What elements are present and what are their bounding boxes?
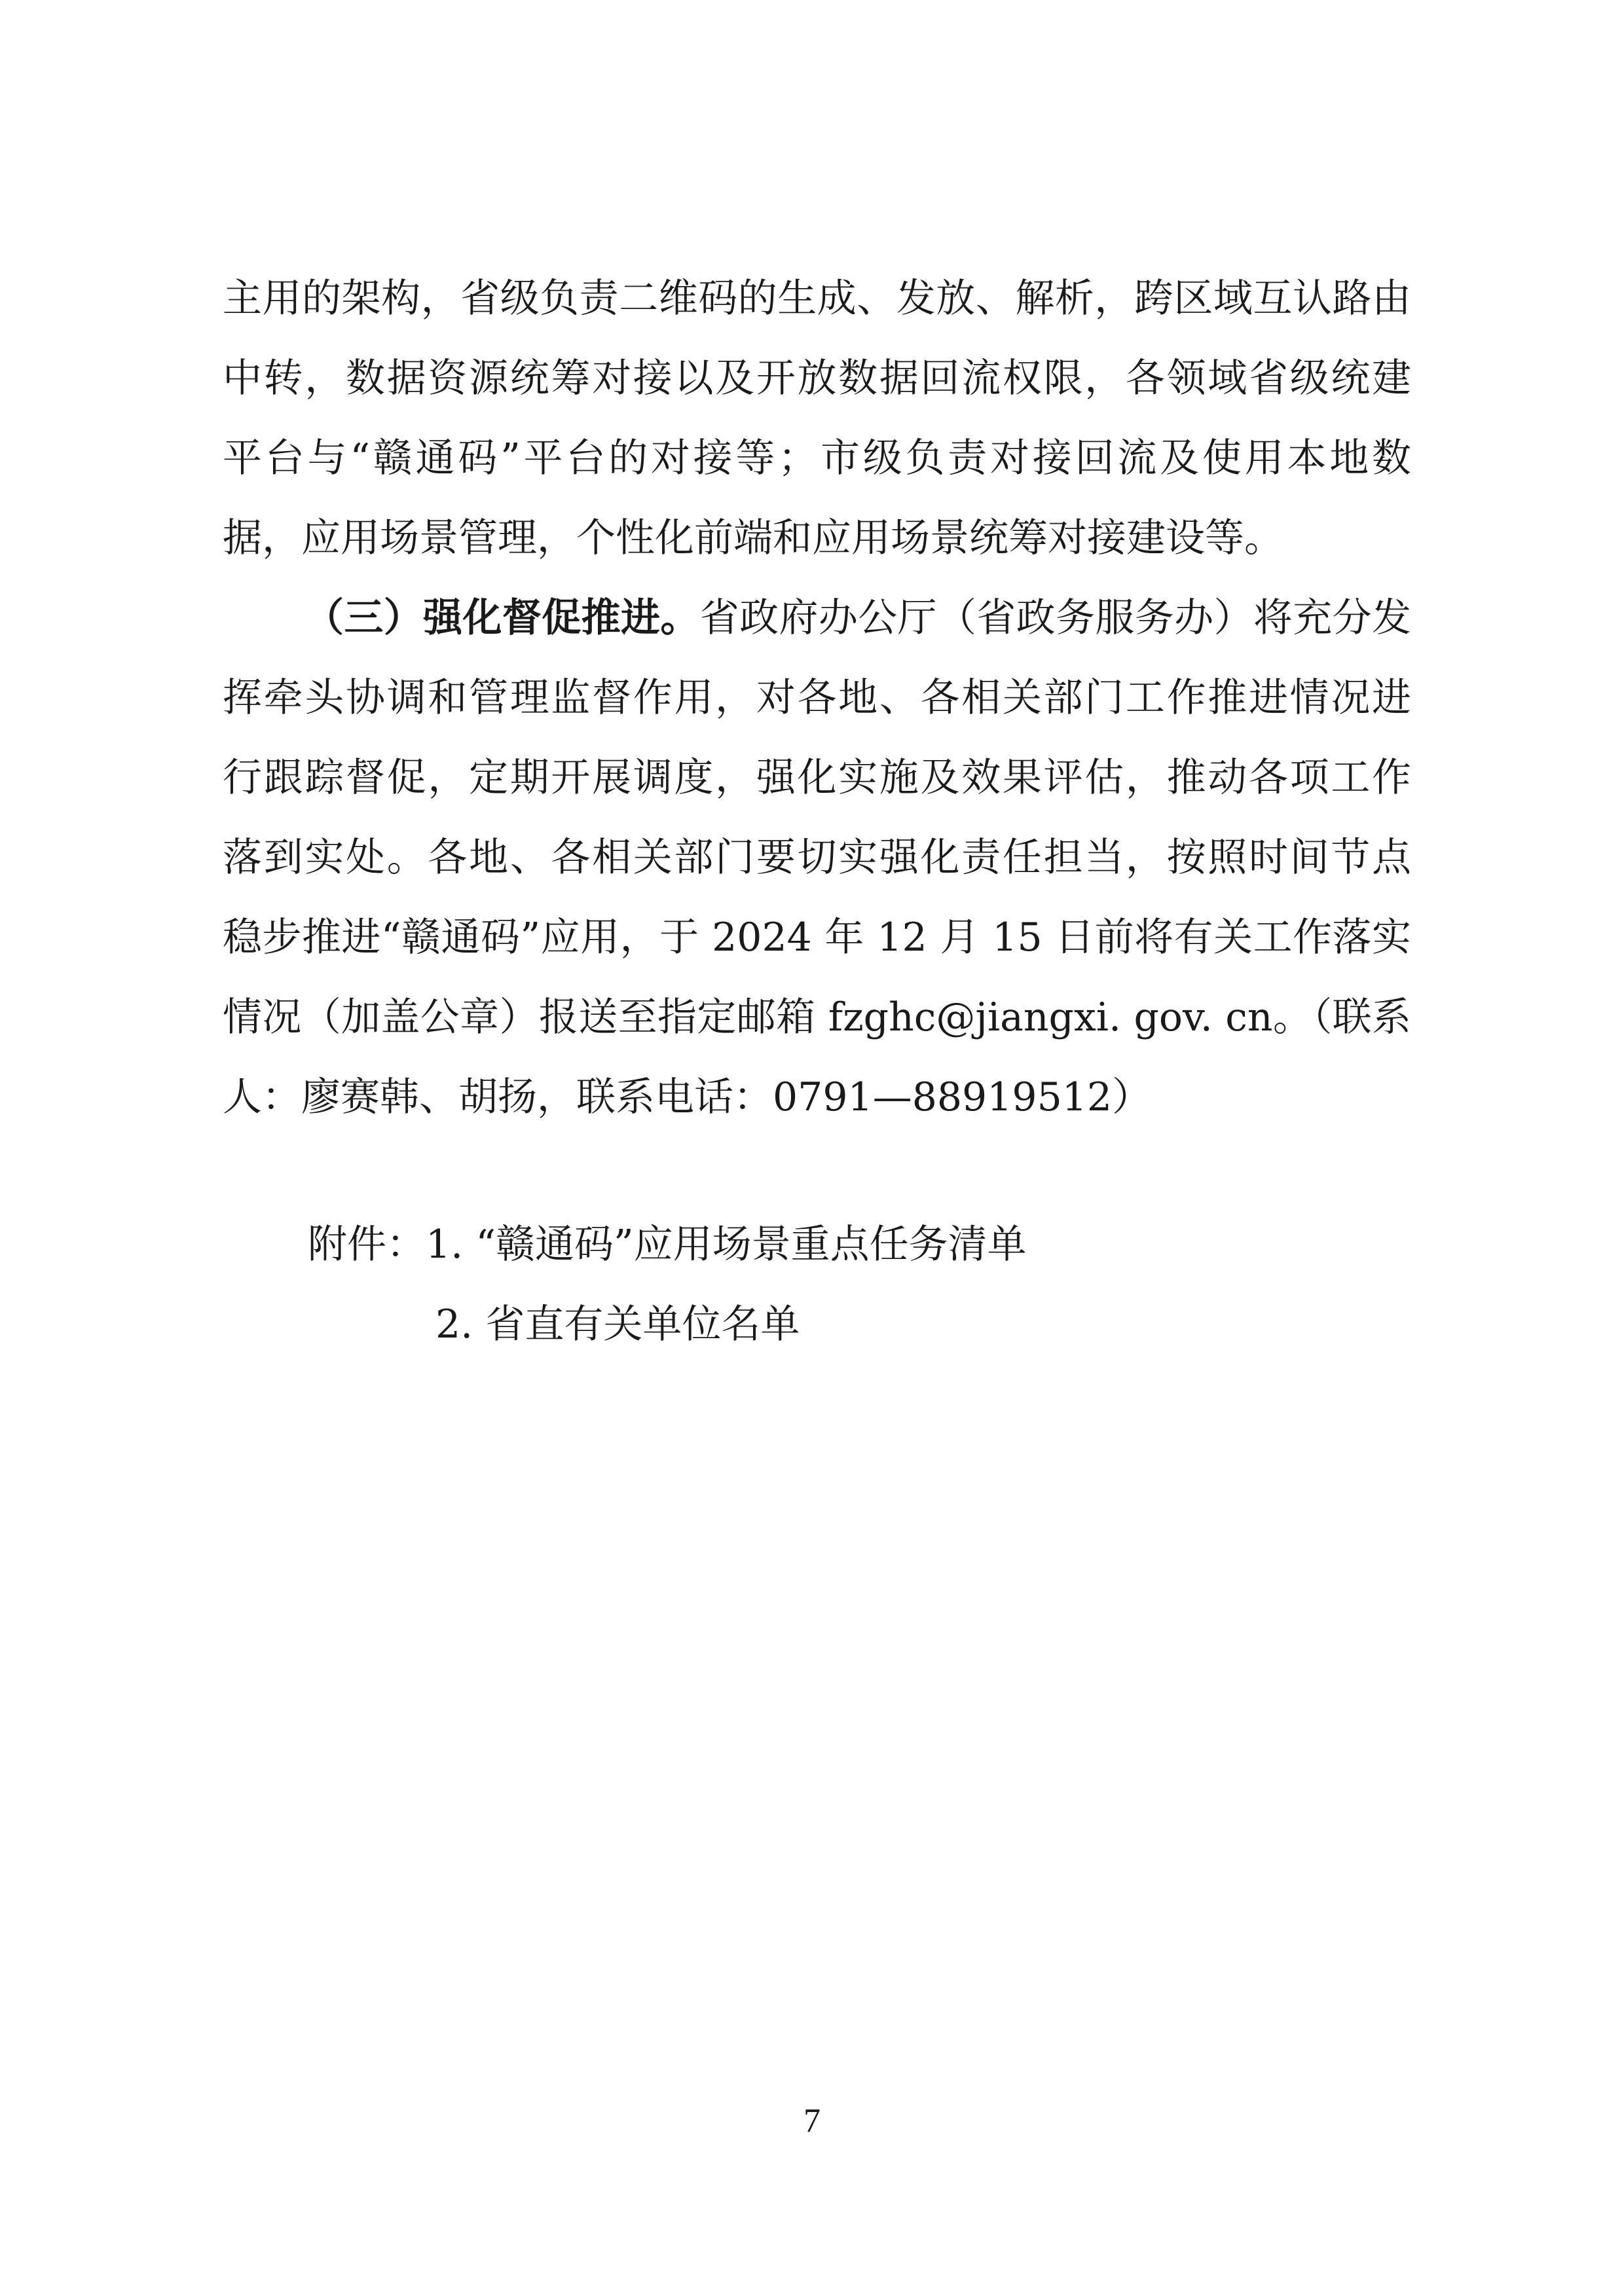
paragraph-line: 挥牵头协调和管理监督作用，对各地、各相关部门工作推进情况进 xyxy=(223,675,1411,721)
paragraph-line: 据，应用场景管理，个性化前端和应用场景统筹对接建设等。 xyxy=(223,515,1283,561)
paragraph-line: 中转，数据资源统筹对接以及开放数据回流权限，各领域省级统建 xyxy=(223,355,1411,401)
section-heading: （三）强化督促推进。 xyxy=(304,595,700,641)
attachments-list xyxy=(308,1205,1290,1364)
attachment-item xyxy=(308,1205,1290,1285)
paragraph-line: 情况（加盖公章）报送至指定邮箱 fzghc@jiangxi. gov. cn。（联系 xyxy=(223,994,1411,1040)
section-heading-rest: 省政府办公厅（省政务服务办）将充分发 xyxy=(699,595,1411,641)
attachment-title: 2. 省直有关单位名单 xyxy=(435,1302,800,1347)
section-heading-line xyxy=(223,578,1411,658)
attachment-title: 1. “赣通码”应用场景重点任务清单 xyxy=(426,1222,1027,1267)
body-text xyxy=(223,259,1411,1137)
paragraph-line: 主用的架构，省级负责二维码的生成、发放、解析，跨区域互认路由 xyxy=(223,276,1411,321)
paragraph-line: 人：廖赛韩、胡扬，联系电话：0791—88919512） xyxy=(223,1074,1152,1120)
attachments-label: 附件： xyxy=(308,1222,426,1267)
attachment-item xyxy=(308,1285,1290,1364)
paragraph-line: 落到实处。各地、各相关部门要切实强化责任担当，按照时间节点 xyxy=(223,835,1411,881)
page-number: 7 xyxy=(803,2102,821,2140)
paragraph-line: 稳步推进“赣通码”应用，于 2024 年 12 月 15 日前将有关工作落实 xyxy=(223,915,1411,960)
paragraph-line: 平台与“赣通码”平台的对接等；市级负责对接回流及使用本地数 xyxy=(223,435,1411,481)
paragraph-line: 行跟踪督促，定期开展调度，强化实施及效果评估，推动各项工作 xyxy=(223,755,1411,801)
